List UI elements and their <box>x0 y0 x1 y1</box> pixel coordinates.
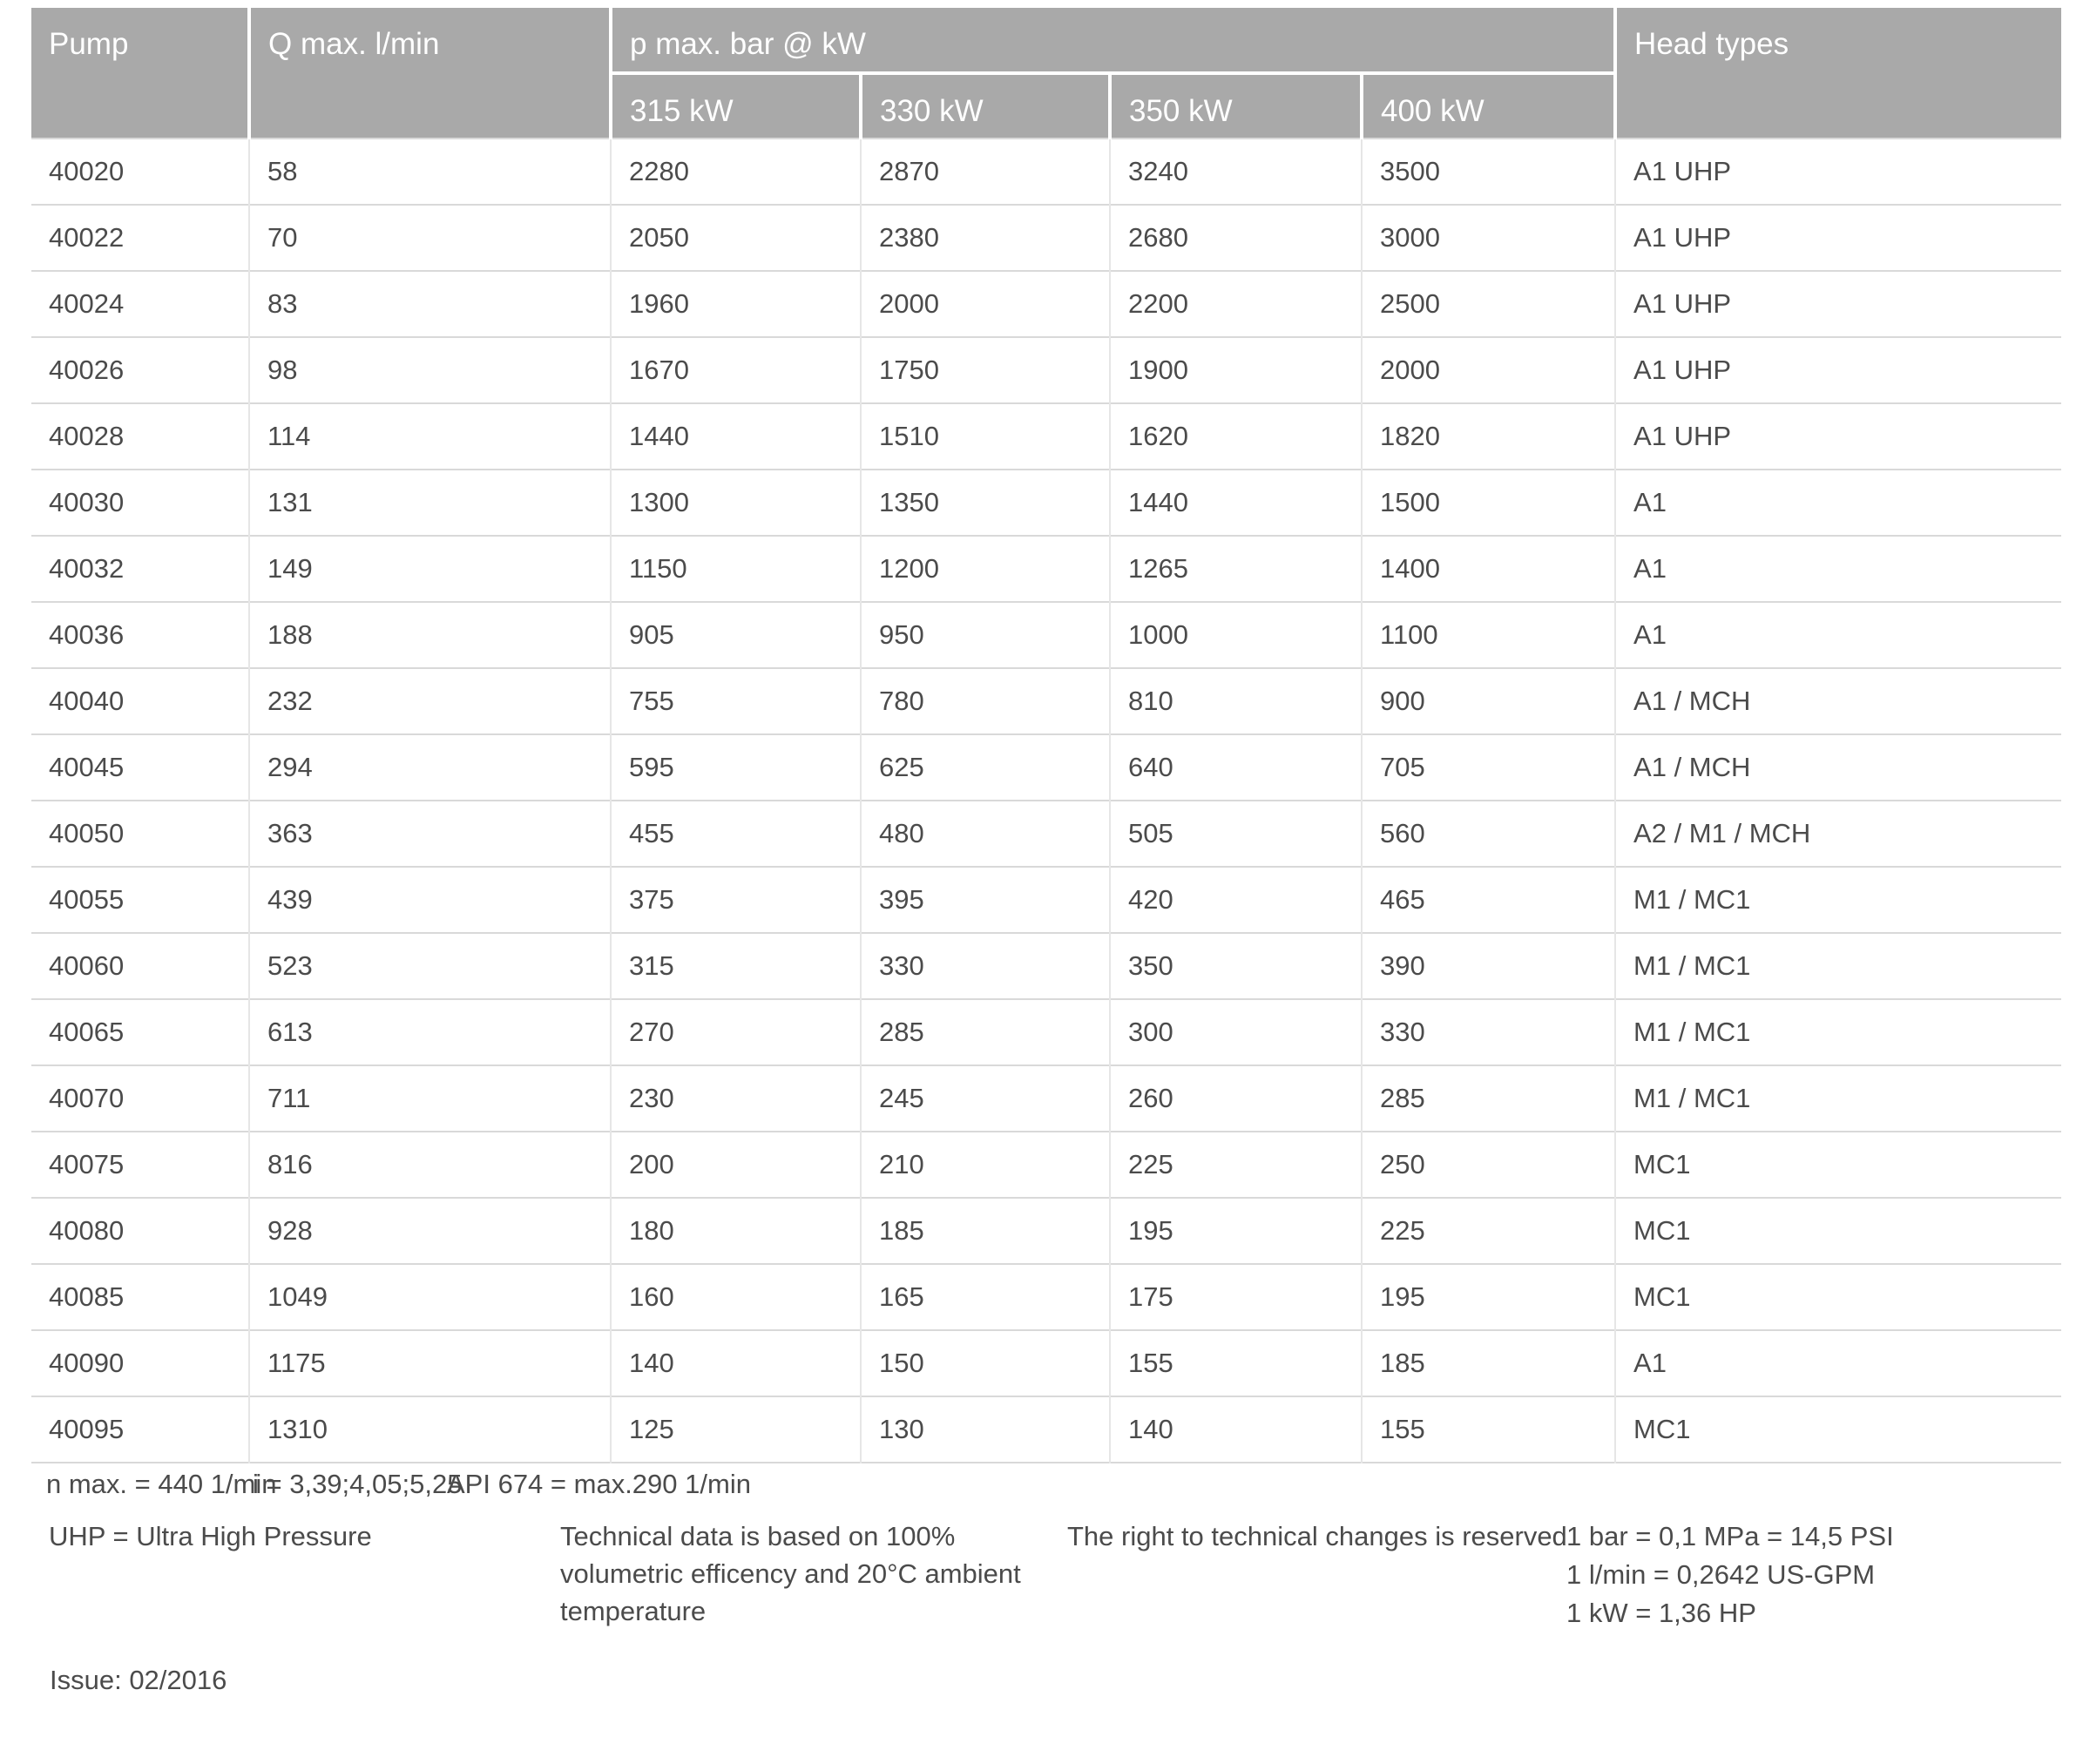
cell-pump: 40075 <box>31 1132 249 1198</box>
cell-pmax-350kw: 195 <box>1110 1198 1362 1264</box>
table-row <box>31 470 2061 536</box>
note-technical-line-3: temperature <box>560 1596 707 1626</box>
cell-pmax-315kw: 1670 <box>611 337 861 403</box>
cell-pump: 40040 <box>31 668 249 734</box>
cell-head-types: M1 / MC1 <box>1615 933 2061 999</box>
cell-pmax-350kw: 1900 <box>1110 337 1362 403</box>
note-technical-data <box>560 1517 1021 1630</box>
cell-pmax-400kw: 560 <box>1362 801 1615 867</box>
pump-spec-table <box>31 8 2061 1463</box>
table-row <box>31 1396 2061 1463</box>
cell-pmax-350kw: 1620 <box>1110 403 1362 470</box>
cell-pmax-315kw: 270 <box>611 999 861 1065</box>
cell-pump: 40085 <box>31 1264 249 1330</box>
table-row <box>31 999 2061 1065</box>
cell-head-types: A1 UHP <box>1615 205 2061 271</box>
cell-head-types: A1 <box>1615 1330 2061 1396</box>
cell-pmax-330kw: 2380 <box>861 205 1110 271</box>
cell-pump: 40020 <box>31 139 249 205</box>
cell-pmax-330kw: 165 <box>861 1264 1110 1330</box>
col-header-qmax: Q max. l/min <box>249 8 611 139</box>
table-row <box>31 734 2061 801</box>
cell-pmax-330kw: 245 <box>861 1065 1110 1132</box>
table-row <box>31 1065 2061 1132</box>
cell-pmax-400kw: 465 <box>1362 867 1615 933</box>
cell-pmax-350kw: 175 <box>1110 1264 1362 1330</box>
cell-pump: 40090 <box>31 1330 249 1396</box>
cell-pmax-350kw: 3240 <box>1110 139 1362 205</box>
table-row <box>31 536 2061 602</box>
cell-pmax-315kw: 1960 <box>611 271 861 337</box>
cell-pump: 40055 <box>31 867 249 933</box>
cell-pmax-330kw: 780 <box>861 668 1110 734</box>
cell-pmax-350kw: 140 <box>1110 1396 1362 1463</box>
cell-pmax-315kw: 905 <box>611 602 861 668</box>
cell-pmax-330kw: 1510 <box>861 403 1110 470</box>
cell-pmax-330kw: 210 <box>861 1132 1110 1198</box>
cell-pmax-315kw: 1440 <box>611 403 861 470</box>
cell-pmax-315kw: 375 <box>611 867 861 933</box>
table-row <box>31 867 2061 933</box>
table-row <box>31 602 2061 668</box>
cell-head-types: MC1 <box>1615 1198 2061 1264</box>
cell-pmax-315kw: 140 <box>611 1330 861 1396</box>
cell-pmax-330kw: 130 <box>861 1396 1110 1463</box>
cell-pmax-350kw: 640 <box>1110 734 1362 801</box>
cell-pmax-350kw: 1265 <box>1110 536 1362 602</box>
cell-pmax-330kw: 395 <box>861 867 1110 933</box>
cell-qmax: 149 <box>249 536 611 602</box>
cell-qmax: 928 <box>249 1198 611 1264</box>
cell-pmax-350kw: 155 <box>1110 1330 1362 1396</box>
cell-pmax-400kw: 1820 <box>1362 403 1615 470</box>
cell-pmax-315kw: 125 <box>611 1396 861 1463</box>
cell-head-types: M1 / MC1 <box>1615 867 2061 933</box>
cell-pmax-330kw: 625 <box>861 734 1110 801</box>
cell-pmax-400kw: 330 <box>1362 999 1615 1065</box>
cell-qmax: 363 <box>249 801 611 867</box>
cell-head-types: MC1 <box>1615 1264 2061 1330</box>
col-header-pump: Pump <box>31 8 249 139</box>
table-row <box>31 1264 2061 1330</box>
table-row <box>31 139 2061 205</box>
cell-pump: 40024 <box>31 271 249 337</box>
cell-head-types: MC1 <box>1615 1396 2061 1463</box>
cell-pump: 40022 <box>31 205 249 271</box>
cell-head-types: A2 / M1 / MCH <box>1615 801 2061 867</box>
cell-pmax-400kw: 1100 <box>1362 602 1615 668</box>
cell-qmax: 523 <box>249 933 611 999</box>
cell-pmax-315kw: 180 <box>611 1198 861 1264</box>
note-api-674: API 674 = max.290 1/min <box>447 1469 751 1499</box>
note-conversion-bar: 1 bar = 0,1 MPa = 14,5 PSI <box>1566 1521 1894 1551</box>
note-uhp-legend: UHP = Ultra High Pressure <box>49 1521 372 1551</box>
cell-head-types: M1 / MC1 <box>1615 999 2061 1065</box>
cell-head-types: A1 UHP <box>1615 271 2061 337</box>
cell-pump: 40070 <box>31 1065 249 1132</box>
cell-pmax-315kw: 755 <box>611 668 861 734</box>
table-row <box>31 403 2061 470</box>
cell-qmax: 83 <box>249 271 611 337</box>
cell-pump: 40036 <box>31 602 249 668</box>
cell-pmax-315kw: 230 <box>611 1065 861 1132</box>
cell-pmax-350kw: 1440 <box>1110 470 1362 536</box>
cell-pmax-315kw: 595 <box>611 734 861 801</box>
cell-head-types: A1 UHP <box>1615 337 2061 403</box>
cell-pmax-330kw: 480 <box>861 801 1110 867</box>
cell-pmax-400kw: 1500 <box>1362 470 1615 536</box>
note-rights-reserved: The right to technical changes is reserved <box>1067 1521 1567 1551</box>
col-header-400kw: 400 kW <box>1362 73 1615 139</box>
cell-pmax-400kw: 250 <box>1362 1132 1615 1198</box>
cell-head-types: A1 UHP <box>1615 139 2061 205</box>
cell-pmax-350kw: 260 <box>1110 1065 1362 1132</box>
table-row <box>31 1330 2061 1396</box>
cell-pmax-350kw: 420 <box>1110 867 1362 933</box>
col-header-350kw: 350 kW <box>1110 73 1362 139</box>
col-header-pmax-group: p max. bar @ kW <box>611 8 1615 73</box>
cell-pmax-400kw: 2500 <box>1362 271 1615 337</box>
cell-pmax-400kw: 195 <box>1362 1264 1615 1330</box>
cell-pump: 40030 <box>31 470 249 536</box>
cell-pmax-330kw: 185 <box>861 1198 1110 1264</box>
cell-head-types: M1 / MC1 <box>1615 1065 2061 1132</box>
cell-pmax-315kw: 315 <box>611 933 861 999</box>
col-header-head-types: Head types <box>1615 8 2061 139</box>
cell-pmax-315kw: 2050 <box>611 205 861 271</box>
cell-pmax-330kw: 2870 <box>861 139 1110 205</box>
issue-date: Issue: 02/2016 <box>50 1665 227 1695</box>
cell-qmax: 1175 <box>249 1330 611 1396</box>
cell-pmax-400kw: 900 <box>1362 668 1615 734</box>
cell-pmax-400kw: 1400 <box>1362 536 1615 602</box>
cell-pmax-330kw: 285 <box>861 999 1110 1065</box>
cell-head-types: A1 / MCH <box>1615 668 2061 734</box>
cell-pmax-315kw: 200 <box>611 1132 861 1198</box>
cell-pmax-350kw: 505 <box>1110 801 1362 867</box>
cell-qmax: 98 <box>249 337 611 403</box>
cell-head-types: MC1 <box>1615 1132 2061 1198</box>
cell-qmax: 294 <box>249 734 611 801</box>
cell-pump: 40028 <box>31 403 249 470</box>
cell-pmax-350kw: 810 <box>1110 668 1362 734</box>
table-header <box>31 8 2061 139</box>
cell-head-types: A1 UHP <box>1615 403 2061 470</box>
cell-pmax-400kw: 285 <box>1362 1065 1615 1132</box>
cell-pump: 40050 <box>31 801 249 867</box>
table-row <box>31 1132 2061 1198</box>
note-conversion-kw: 1 kW = 1,36 HP <box>1566 1598 1756 1628</box>
note-conversion-lmin: 1 l/min = 0,2642 US-GPM <box>1566 1559 1876 1590</box>
cell-pump: 40095 <box>31 1396 249 1463</box>
cell-pmax-330kw: 950 <box>861 602 1110 668</box>
cell-pmax-315kw: 1300 <box>611 470 861 536</box>
table-row <box>31 933 2061 999</box>
cell-pmax-400kw: 3000 <box>1362 205 1615 271</box>
col-header-315kw: 315 kW <box>611 73 861 139</box>
cell-pump: 40080 <box>31 1198 249 1264</box>
cell-pump: 40065 <box>31 999 249 1065</box>
cell-pmax-350kw: 1000 <box>1110 602 1362 668</box>
cell-head-types: A1 <box>1615 470 2061 536</box>
col-header-330kw: 330 kW <box>861 73 1110 139</box>
cell-pmax-350kw: 350 <box>1110 933 1362 999</box>
cell-pmax-330kw: 1750 <box>861 337 1110 403</box>
cell-pmax-330kw: 1200 <box>861 536 1110 602</box>
cell-pmax-315kw: 455 <box>611 801 861 867</box>
cell-qmax: 711 <box>249 1065 611 1132</box>
note-unit-conversions <box>1566 1517 1894 1632</box>
cell-qmax: 70 <box>249 205 611 271</box>
cell-pmax-350kw: 225 <box>1110 1132 1362 1198</box>
cell-pmax-330kw: 2000 <box>861 271 1110 337</box>
cell-qmax: 1049 <box>249 1264 611 1330</box>
cell-qmax: 816 <box>249 1132 611 1198</box>
cell-qmax: 232 <box>249 668 611 734</box>
cell-pmax-400kw: 155 <box>1362 1396 1615 1463</box>
note-technical-line-1: Technical data is based on 100% <box>560 1521 956 1551</box>
cell-pmax-400kw: 705 <box>1362 734 1615 801</box>
cell-pmax-350kw: 300 <box>1110 999 1362 1065</box>
table-row <box>31 668 2061 734</box>
cell-pmax-330kw: 150 <box>861 1330 1110 1396</box>
cell-qmax: 58 <box>249 139 611 205</box>
cell-head-types: A1 / MCH <box>1615 734 2061 801</box>
note-transmission-ratio: i = 3,39;4,05;5,25 <box>253 1469 463 1499</box>
cell-head-types: A1 <box>1615 536 2061 602</box>
cell-qmax: 613 <box>249 999 611 1065</box>
cell-pmax-400kw: 390 <box>1362 933 1615 999</box>
cell-pmax-350kw: 2200 <box>1110 271 1362 337</box>
note-technical-line-2: volumetric efficency and 20°C ambient <box>560 1558 1021 1589</box>
cell-pmax-400kw: 2000 <box>1362 337 1615 403</box>
cell-head-types: A1 <box>1615 602 2061 668</box>
cell-pump: 40032 <box>31 536 249 602</box>
cell-pmax-315kw: 1150 <box>611 536 861 602</box>
cell-qmax: 131 <box>249 470 611 536</box>
cell-pmax-330kw: 1350 <box>861 470 1110 536</box>
cell-pmax-330kw: 330 <box>861 933 1110 999</box>
cell-pmax-400kw: 185 <box>1362 1330 1615 1396</box>
cell-pmax-315kw: 2280 <box>611 139 861 205</box>
table-row <box>31 337 2061 403</box>
table-row <box>31 1198 2061 1264</box>
cell-pump: 40060 <box>31 933 249 999</box>
cell-qmax: 114 <box>249 403 611 470</box>
table-row <box>31 205 2061 271</box>
cell-qmax: 439 <box>249 867 611 933</box>
cell-pump: 40026 <box>31 337 249 403</box>
cell-pmax-400kw: 225 <box>1362 1198 1615 1264</box>
cell-pmax-400kw: 3500 <box>1362 139 1615 205</box>
table-body <box>31 139 2061 1463</box>
cell-pump: 40045 <box>31 734 249 801</box>
cell-pmax-315kw: 160 <box>611 1264 861 1330</box>
cell-qmax: 188 <box>249 602 611 668</box>
note-n-max: n max. = 440 1/min <box>46 1469 277 1499</box>
table-row <box>31 271 2061 337</box>
cell-qmax: 1310 <box>249 1396 611 1463</box>
table-row <box>31 801 2061 867</box>
cell-pmax-350kw: 2680 <box>1110 205 1362 271</box>
